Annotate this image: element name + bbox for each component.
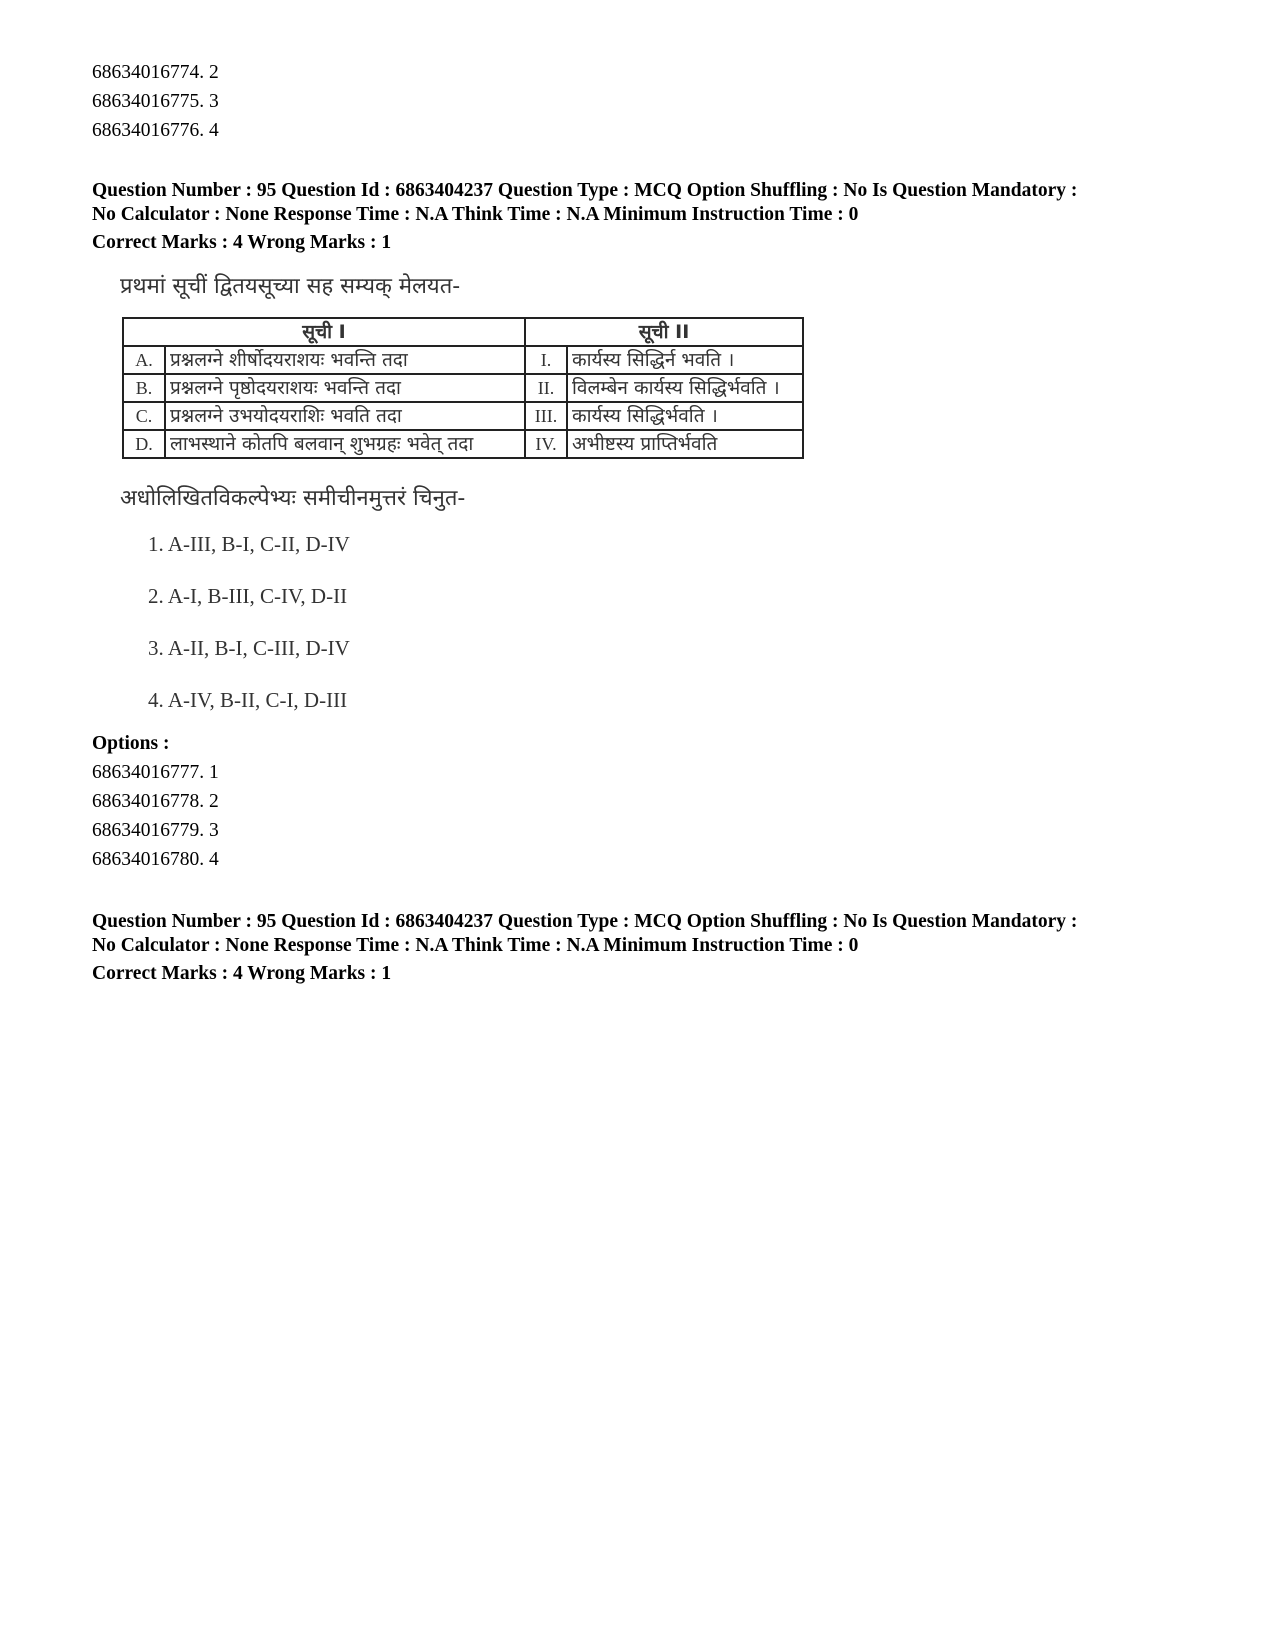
row-label-1: B. [123,374,165,402]
list-1-header: सूची I [123,318,525,346]
option-item: 68634016776. 4 [92,120,219,141]
match-table [122,317,804,459]
question-meta-line-1: Question Number : 95 Question Id : 6863404237 Question Type : MCQ Option Shuffling : No Is Question Mandatory : [92,911,1078,932]
row-text-1: प्रश्नलग्ने पृष्ठोदयराशयः भवन्ति तदा [165,374,525,402]
question-marks: Correct Marks : 4 Wrong Marks : 1 [92,963,392,984]
question-instruction: प्रथमां सूचीं द्वितयसूच्या सह सम्यक् मेलयत- [120,274,461,299]
question-meta-line-2: No Calculator : None Response Time : N.A Think Time : N.A Minimum Instruction Time : 0 [92,204,859,225]
row-text-2: कार्यस्य सिद्धिर्भवति । [567,402,803,430]
option-item: 68634016778. 2 [92,791,219,812]
row-text-2: विलम्बेन कार्यस्य सिद्धिर्भवति । [567,374,803,402]
previous-options-list [92,58,1212,145]
table-row [123,374,803,402]
option-item: 68634016779. 3 [92,820,219,841]
row-text-2: अभीष्टस्य प्राप्तिर्भवति [567,430,803,458]
list-2-header: सूची II [525,318,803,346]
table-row [123,430,803,458]
row-label-2: III. [525,402,567,430]
option-item: 68634016777. 1 [92,762,219,783]
answer-choice: 1. A-III, B-I, C-II, D-IV [148,532,350,556]
option-item: 68634016780. 4 [92,849,219,870]
question-content [120,269,1212,737]
options-label: Options : [92,733,170,754]
row-label-1: C. [123,402,165,430]
row-text-1: प्रश्नलग्ने शीर्षोदयराशयः भवन्ति तदा [165,346,525,374]
answer-choice: 2. A-I, B-III, C-IV, D-II [148,584,348,608]
answer-choices [148,529,1212,737]
option-item: 68634016775. 3 [92,91,219,112]
table-row [123,346,803,374]
row-text-1: लाभस्थाने कोतपि बलवान् शुभग्रहः भवेत् तदा [165,430,525,458]
match-table-header [123,318,803,346]
row-text-1: प्रश्नलग्ने उभयोदयराशिः भवति तदा [165,402,525,430]
question-block [92,179,1212,874]
row-label-2: I. [525,346,567,374]
option-item: 68634016774. 2 [92,62,219,83]
row-text-2: कार्यस्य सिद्धिर्न भवति । [567,346,803,374]
row-label-2: II. [525,374,567,402]
row-label-1: A. [123,346,165,374]
answer-choice: 3. A-II, B-I, C-III, D-IV [148,636,350,660]
next-question-block [92,910,1212,986]
options-list [92,758,1212,874]
document-page [92,58,1212,986]
question-marks: Correct Marks : 4 Wrong Marks : 1 [92,232,392,253]
question-sub-instruction: अधोलिखितविकल्पेभ्यः समीचीनमुत्तरं चिनुत- [120,486,466,511]
question-meta-line-2: No Calculator : None Response Time : N.A Think Time : N.A Minimum Instruction Time : 0 [92,935,859,956]
row-label-2: IV. [525,430,567,458]
question-meta-line-1: Question Number : 95 Question Id : 6863404237 Question Type : MCQ Option Shuffling : No Is Question Mandatory : [92,180,1078,201]
answer-choice: 4. A-IV, B-II, C-I, D-III [148,688,348,712]
row-label-1: D. [123,430,165,458]
table-row [123,402,803,430]
